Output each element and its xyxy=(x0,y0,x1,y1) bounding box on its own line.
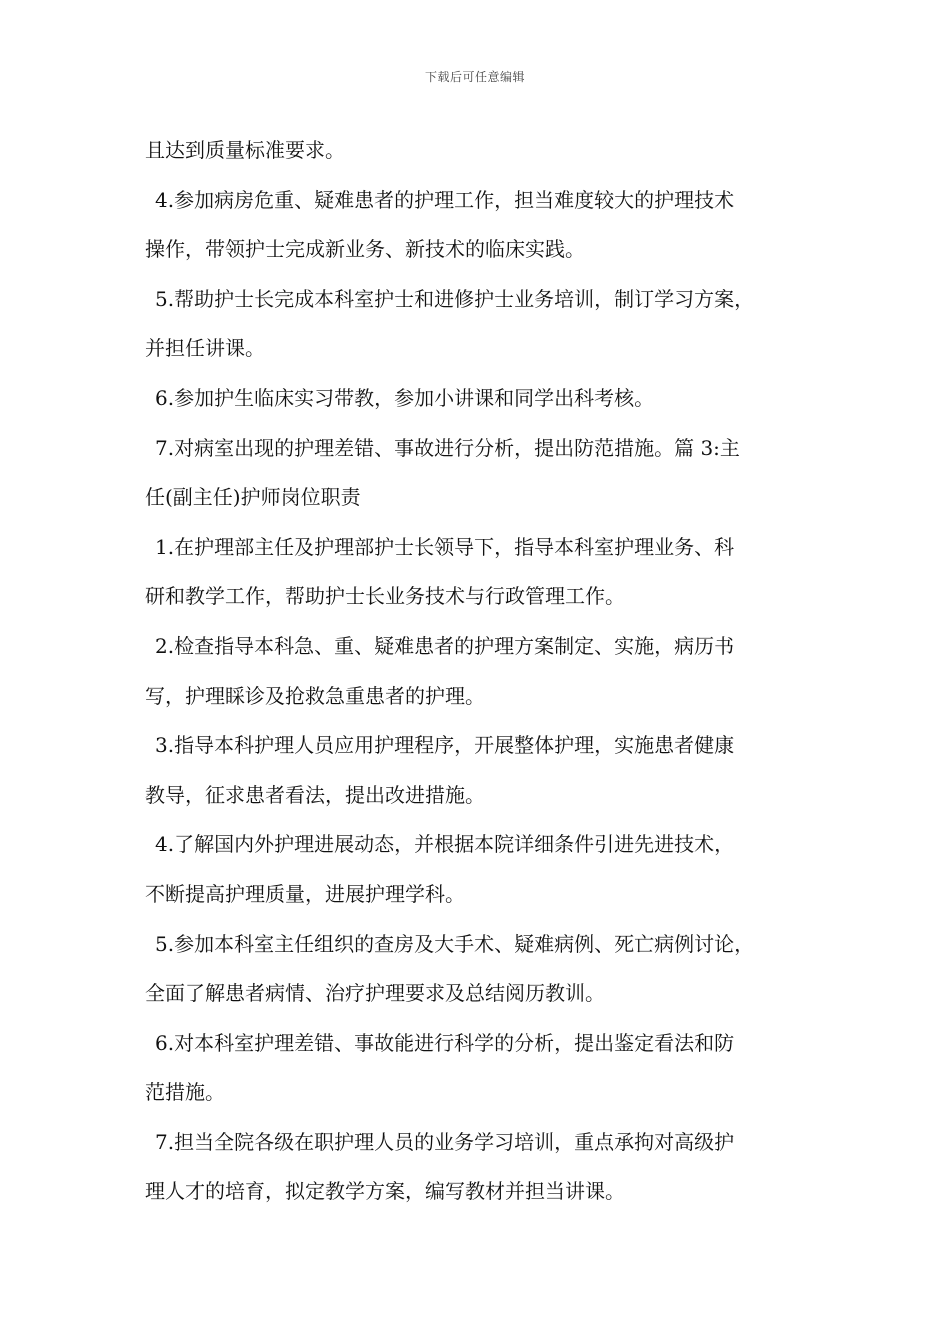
text-line: 1.在护理部主任及护理部护士长领导下，指导本科室护理业务、科 xyxy=(155,534,735,559)
text-line: 4.了解国内外护理进展动态，并根据本院详细条件引进先进技术， xyxy=(155,832,735,857)
text-line: 写，护理睬诊及抢救急重患者的护理。 xyxy=(145,683,485,708)
text-line: 不断提高护理质量，进展护理学科。 xyxy=(145,881,465,906)
text-line: 并担任讲课。 xyxy=(145,336,265,361)
text-line: 7.对病室出现的护理差错、事故进行分析，提出防范措施。篇 3:主 xyxy=(155,435,740,460)
text-line: 全面了解患者病情、治疗护理要求及总结阅历教训。 xyxy=(145,981,605,1006)
text-line: 研和教学工作，帮助护士长业务技术与行政管理工作。 xyxy=(145,584,625,609)
text-line: 教导，征求患者看法，提出改进措施。 xyxy=(145,782,485,807)
text-line: 操作，带领护士完成新业务、新技术的临床实践。 xyxy=(145,237,585,262)
text-line: 7.担当全院各级在职护理人员的业务学习培训，重点承拘对高级护 xyxy=(155,1129,735,1154)
text-line: 且达到质量标准要求。 xyxy=(145,138,345,162)
text-line: 3.指导本科护理人员应用护理程序，开展整体护理，实施患者健康 xyxy=(155,733,735,758)
text-line: 2.检查指导本科急、重、疑难患者的护理方案制定、实施，病历书 xyxy=(155,633,735,658)
text-line: 6.参加护生临床实习带教，参加小讲课和同学出科考核。 xyxy=(155,385,655,410)
document-body xyxy=(145,126,825,1217)
text-line: 6.对本科室护理差错、事故能进行科学的分析，提出鉴定看法和防 xyxy=(155,1030,735,1055)
text-line: 任(副主任)护师岗位职责 xyxy=(145,485,361,510)
text-line: 理人才的培育，拟定教学方案，编写教材并担当讲课。 xyxy=(145,1179,625,1204)
text-line: 5.帮助护士长完成本科室护士和进修护士业务培训，制订学习方案， xyxy=(155,286,755,311)
text-line: 范措施。 xyxy=(145,1080,225,1105)
text-line: 5.参加本科室主任组织的查房及大手术、疑难病例、死亡病例讨论， xyxy=(155,931,755,956)
text-line: 4.参加病房危重、疑难患者的护理工作，担当难度较大的护理技术 xyxy=(155,187,735,212)
header-note: 下载后可任意编辑 xyxy=(424,70,525,84)
